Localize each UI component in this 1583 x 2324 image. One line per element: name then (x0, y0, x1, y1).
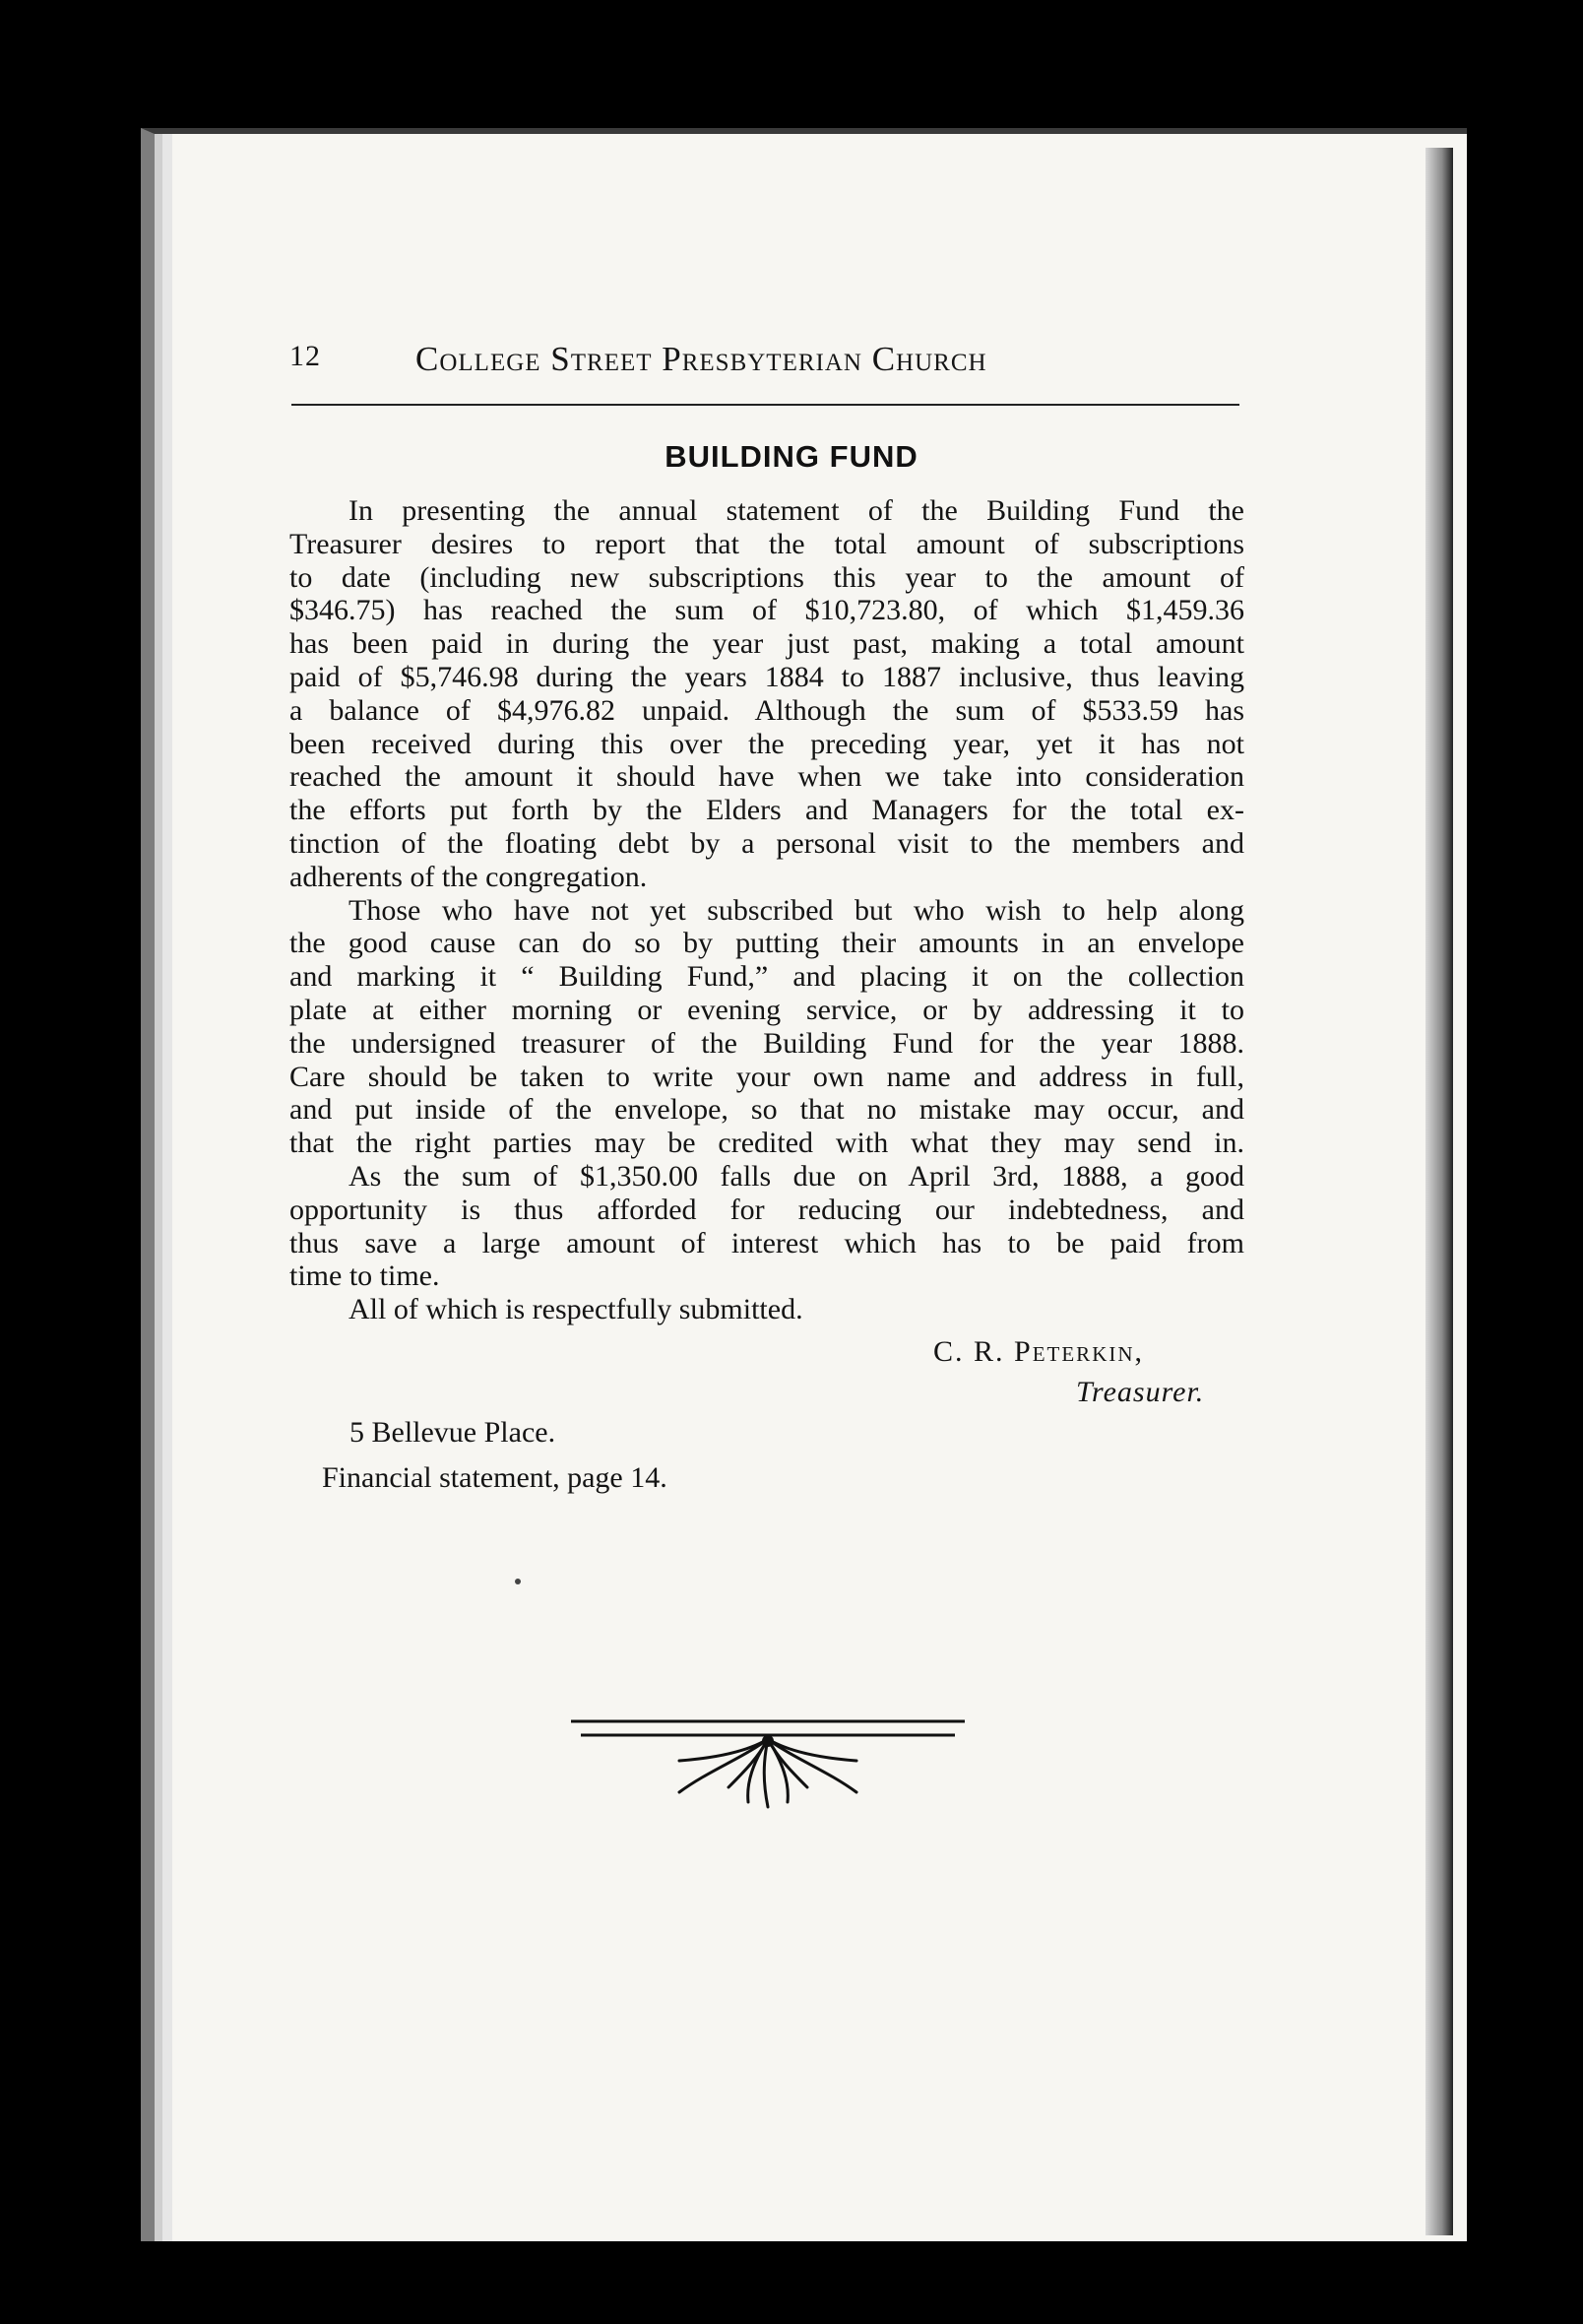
signature-name: C. R. Peterkin, (933, 1335, 1145, 1368)
text-line: plate at either morning or evening service, or by addressing it to (289, 993, 1244, 1026)
ink-dot (515, 1579, 521, 1584)
page-header (289, 340, 1239, 383)
running-title: College Street Presbyterian Church (415, 340, 987, 378)
text-line: thus save a large amount of interest which has to be paid from (289, 1226, 1244, 1259)
text-line: that the right parties may be credited with what they may send in. (289, 1127, 1244, 1160)
ornament-icon (571, 1713, 965, 1822)
text-line: and marking it “ Building Fund,” and placing it on the collection (289, 960, 1244, 994)
text-line: a balance of $4,976.82 unpaid. Although the sum of $533.59 has (289, 693, 1244, 727)
text-line: opportunity is thus afforded for reducing our indebtedness, and (289, 1193, 1244, 1226)
text-line: tinction of the floating debt by a personal visit to the members and (289, 826, 1244, 860)
text-line: been received during this over the preceding year, yet it has not (289, 727, 1244, 760)
text-line: reached the amount it should have when we take into consideration (289, 760, 1244, 794)
text-line: Those who have not yet subscribed but who wish to help along (348, 893, 1244, 927)
body-text (289, 494, 1244, 1326)
text-line: the efforts put forth by the Elders and Managers for the total ex- (289, 794, 1244, 827)
text-line: to date (including new subscriptions this year to the amount of (289, 560, 1244, 594)
text-line: In presenting the annual statement of the Building Fund the (348, 494, 1244, 527)
text-line: time to time. (289, 1259, 440, 1293)
text-line: and put inside of the envelope, so that no mistake may occur, and (289, 1093, 1244, 1127)
address: 5 Bellevue Place. (349, 1416, 556, 1449)
text-line: Treasurer desires to report that the total amount of subscriptions (289, 527, 1244, 560)
section-title: BUILDING FUND (665, 439, 918, 474)
text-line: has been paid in during the year just past, making a total amount (289, 627, 1244, 661)
text-line: $346.75) has reached the sum of $10,723.80, of which $1,459.36 (289, 594, 1244, 627)
page-number: 12 (289, 340, 321, 372)
financial-note: Financial statement, page 14. (322, 1461, 667, 1494)
text-line: adherents of the congregation. (289, 860, 648, 893)
header-rule (291, 404, 1239, 406)
text-line: the undersigned treasurer of the Building Fund for the year 1888. (289, 1026, 1244, 1060)
signature-role: Treasurer. (1076, 1376, 1205, 1408)
text-line: the good cause can do so by putting their amounts in an envelope (289, 927, 1244, 960)
text-line: Care should be taken to write your own name and address in full, (289, 1060, 1244, 1093)
text-line: All of which is respectfully submitted. (348, 1293, 803, 1326)
text-line: paid of $5,746.98 during the years 1884 to 1887 inclusive, thus leaving (289, 660, 1244, 693)
text-line: As the sum of $1,350.00 falls due on April 3rd, 1888, a good (348, 1159, 1244, 1193)
